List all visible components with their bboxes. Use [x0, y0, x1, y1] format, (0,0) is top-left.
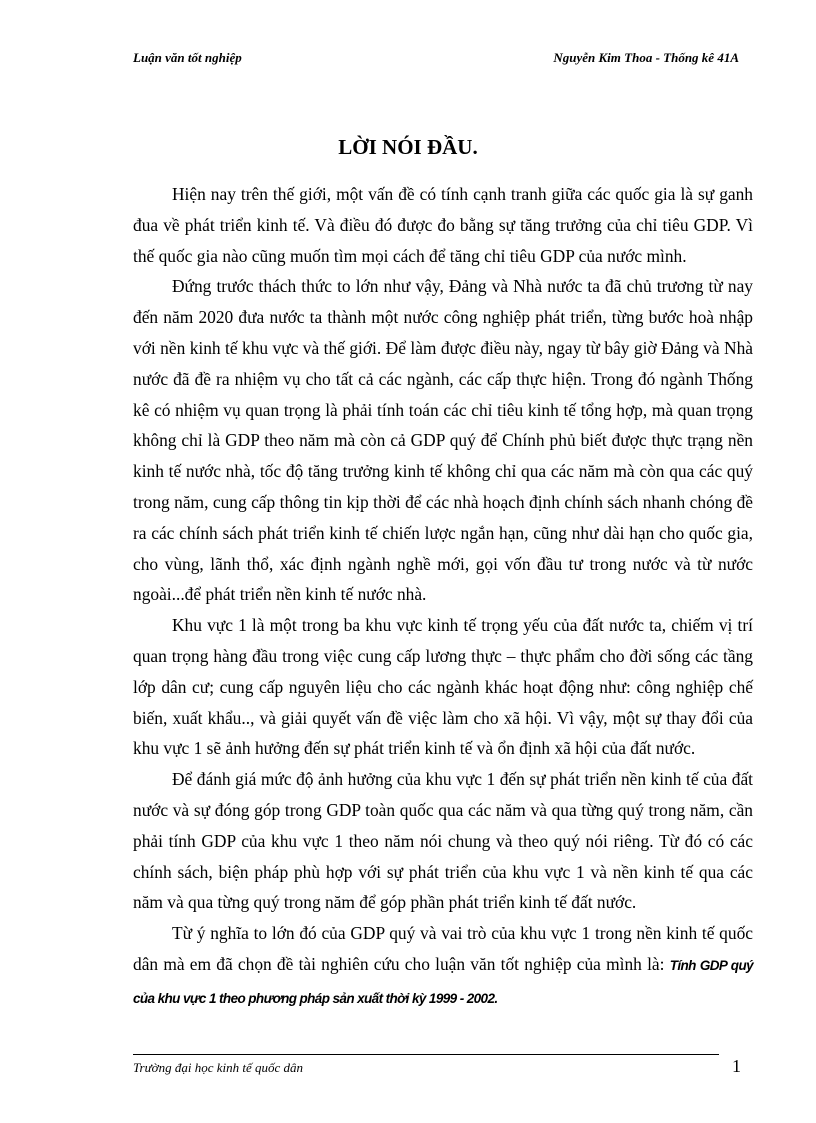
- document-body: [133, 179, 753, 1015]
- thesis-topic: Tính GDP quý của khu vực 1 theo phương pháp sản xuất thời kỳ 1999 - 2002.: [133, 957, 754, 1006]
- paragraph-final-text: Từ ý nghĩa to lớn đó của GDP quý và vai trò của khu vực 1 trong nền kinh tế quốc dân mà em đã chọn đề tài nghiên cứu cho luận văn tốt nghiệp của mình là:: [133, 923, 753, 974]
- paragraph: Khu vực 1 là một trong ba khu vực kinh tế trọng yếu của đất nước ta, chiếm vị trí quan trọng hàng đầu trong việc cung cấp lương thực – thực phẩm cho đời sống các tầng lớp dân cư; cung cấp nguyên liệu cho các ngành khác hoạt động như: công nghiệp chế biến, xuất khẩu.., và giải quyết vấn đề việc làm cho xã hội. Vì vậy, một sự thay đổi của khu vực 1 sẽ ảnh hưởng đến sự phát triển kinh tế và ổn định xã hội của đất nước.: [133, 615, 753, 759]
- footer-university: Trường đại học kinh tế quốc dân: [133, 1060, 304, 1075]
- page-header: [133, 50, 739, 68]
- header-author: Nguyễn Kim Thoa - Thống kê 41A: [553, 50, 739, 65]
- footer-divider: [133, 1054, 719, 1055]
- paragraph: Đứng trước thách thức to lớn như vậy, Đảng và Nhà nước ta đã chủ trương từ nay đến năm 2020 đưa nước ta thành một nước công nghiệp phát triển, từng bước hoà nhập với nền kinh tế khu vực và thế giới. Để làm được điều này, ngay từ bây giờ Đảng và Nhà nước đã đề ra nhiệm vụ cho tất cả các ngành, các cấp thực hiện. Trong đó ngành Thống kê có nhiệm vụ quan trọng là phải tính toán các chỉ tiêu kinh tế tổng hợp, mà quan trọng không chỉ là GDP theo năm mà còn cả GDP quý để Chính phủ biết được thực trạng nền kinh tế nước nhà, tốc độ tăng trưởng kinh tế không chỉ qua các năm mà còn qua các quý trong năm, cung cấp thông tin kịp thời để các nhà hoạch định chính sách nhanh chóng đề ra các chính sách phát triển kinh tế chiến lược ngắn hạn, cũng như dài hạn cho quốc gia, cho vùng, lãnh thổ, xác định ngành nghề mới, gọi vốn đầu tư trong nước và từ nước ngoài...để phát triển nền kinh tế nước nhà.: [133, 276, 753, 605]
- paragraph-final: [133, 918, 753, 1014]
- header-thesis-label: Luận văn tốt nghiệp: [133, 50, 242, 65]
- paragraph: Để đánh giá mức độ ảnh hưởng của khu vực 1 đến sự phát triển nền kinh tế của đất nước và sự đóng góp trong GDP toàn quốc qua các năm và qua từng quý trong năm, cần phải tính GDP của khu vực 1 theo năm nói chung và theo quý nói riêng. Từ đó có các chính sách, biện pháp phù hợp với sự phát triển của khu vực 1 và nền kinh tế qua các năm và qua từng quý trong năm để góp phần phát triển kinh tế đất nước.: [133, 769, 753, 913]
- page-number: 1: [732, 1056, 741, 1076]
- page-title: LỜI NÓI ĐẦU.: [338, 135, 478, 159]
- paragraph: Hiện nay trên thế giới, một vấn đề có tính cạnh tranh giữa các quốc gia là sự ganh đua về phát triển kinh tế. Và điều đó được đo bằng sự tăng trưởng của chỉ tiêu GDP. Vì thế quốc gia nào cũng muốn tìm mọi cách để tăng chỉ tiêu GDP của nước mình.: [133, 184, 753, 266]
